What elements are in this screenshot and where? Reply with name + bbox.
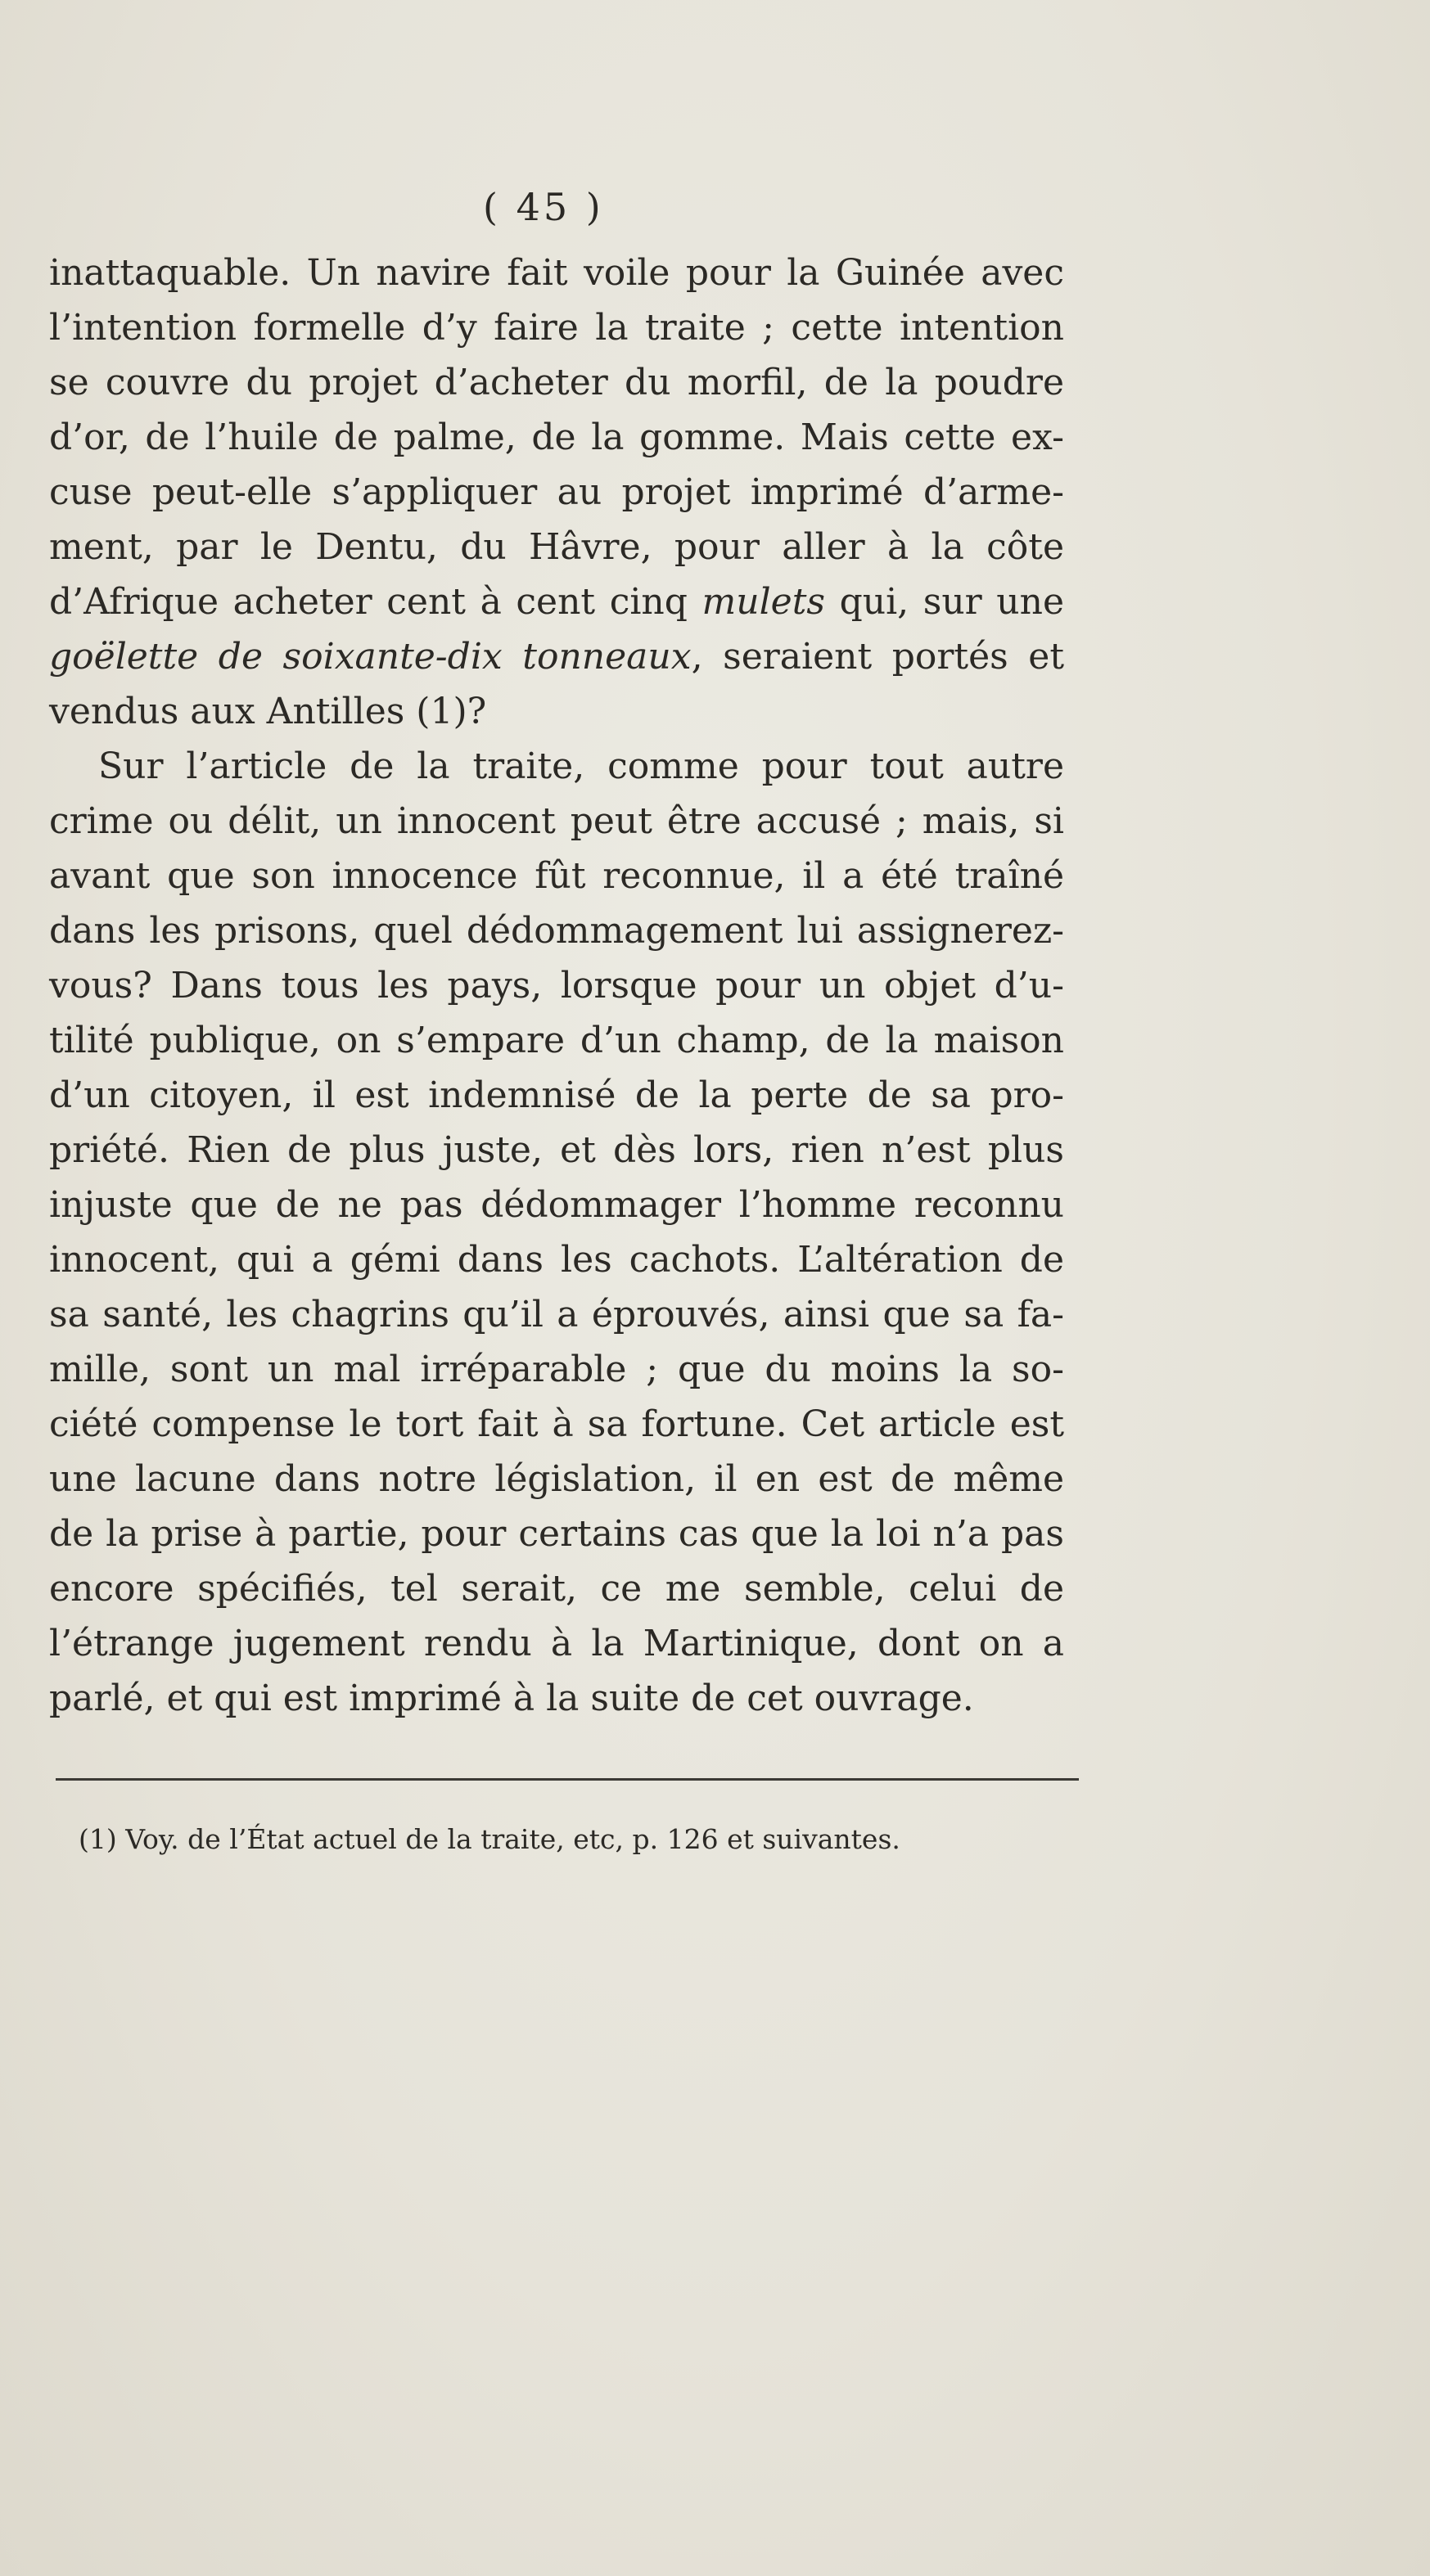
text-line: inattaquable. Un navire fait voile pour la Guinée avec (49, 252, 1064, 294)
text-segment: qui, sur une (824, 581, 1065, 623)
text-line: ment, par le Dentu, du Hâvre, pour aller à la côte (49, 526, 1064, 568)
text-segment: d’Afrique acheter cent à cent cinq (49, 581, 702, 623)
text-line: sa santé, les chagrins qu’il a éprouvés, ainsi que sa fa- (49, 1294, 1064, 1335)
text-line: crime ou délit, un innocent peut être accusé ; mais, si (49, 800, 1064, 842)
text-line: Sur l’article de la traite, comme pour tout autre (98, 745, 1064, 787)
italic-text: mulets (701, 581, 825, 623)
text-line: innocent, qui a gémi dans les cachots. L’altération de (49, 1239, 1064, 1281)
text-line: priété. Rien de plus juste, et dès lors, rien n’est plus (49, 1129, 1064, 1171)
text-line: se couvre du projet d’acheter du morfil, de la poudre (49, 362, 1064, 403)
text-line: d’or, de l’huile de palme, de la gomme. Mais cette ex- (49, 417, 1064, 458)
text-line: de la prise à partie, pour certains cas que la loi n’a pas (49, 1513, 1064, 1555)
footnote: (1) Voy. de l’État actuel de la traite, etc, p. 126 et suivantes. (79, 1823, 900, 1855)
page-number: ( 45 ) (483, 185, 604, 229)
paragraph-1 (49, 245, 1064, 739)
text-line: ciété compense le tort fait à sa fortune. Cet article est (49, 1403, 1064, 1445)
text-line: injuste que de ne pas dédommager l’homme reconnu (49, 1184, 1064, 1226)
text-line: une lacune dans notre législation, il en est de même (49, 1458, 1064, 1500)
text-line: vous? Dans tous les pays, lorsque pour un objet d’u- (49, 965, 1064, 1007)
text-line: vendus aux Antilles (1)? (49, 691, 487, 732)
text-line: dans les prisons, quel dédommagement lui assignerez- (49, 910, 1064, 952)
text-line (49, 629, 1064, 684)
text-line: mille, sont un mal irréparable ; que du moins la so- (49, 1349, 1064, 1390)
text-line: tilité publique, on s’empare d’un champ, de la maison (49, 1020, 1064, 1061)
footnote-divider (56, 1778, 1079, 1781)
text-line: l’étrange jugement rendu à la Martinique, dont on a (49, 1623, 1064, 1664)
body-text (49, 245, 1064, 1726)
text-line (49, 574, 1064, 629)
text-line: encore spécifiés, tel serait, ce me semble, celui de (49, 1568, 1064, 1610)
text-line: avant que son innocence fût reconnue, il a été traîné (49, 855, 1064, 897)
text-line: d’un citoyen, il est indemnisé de la perte de sa pro- (49, 1074, 1064, 1116)
text-line: l’intention formelle d’y faire la traite ; cette intention (49, 307, 1064, 349)
paragraph-2 (49, 739, 1064, 1726)
text-line: cuse peut-elle s’appliquer au projet imprimé d’arme- (49, 471, 1064, 513)
italic-text: goëlette de soixante-dix tonneaux (49, 636, 692, 678)
text-segment: , seraient portés et (691, 636, 1065, 678)
text-line: parlé, et qui est imprimé à la suite de cet ouvrage. (49, 1678, 974, 1719)
